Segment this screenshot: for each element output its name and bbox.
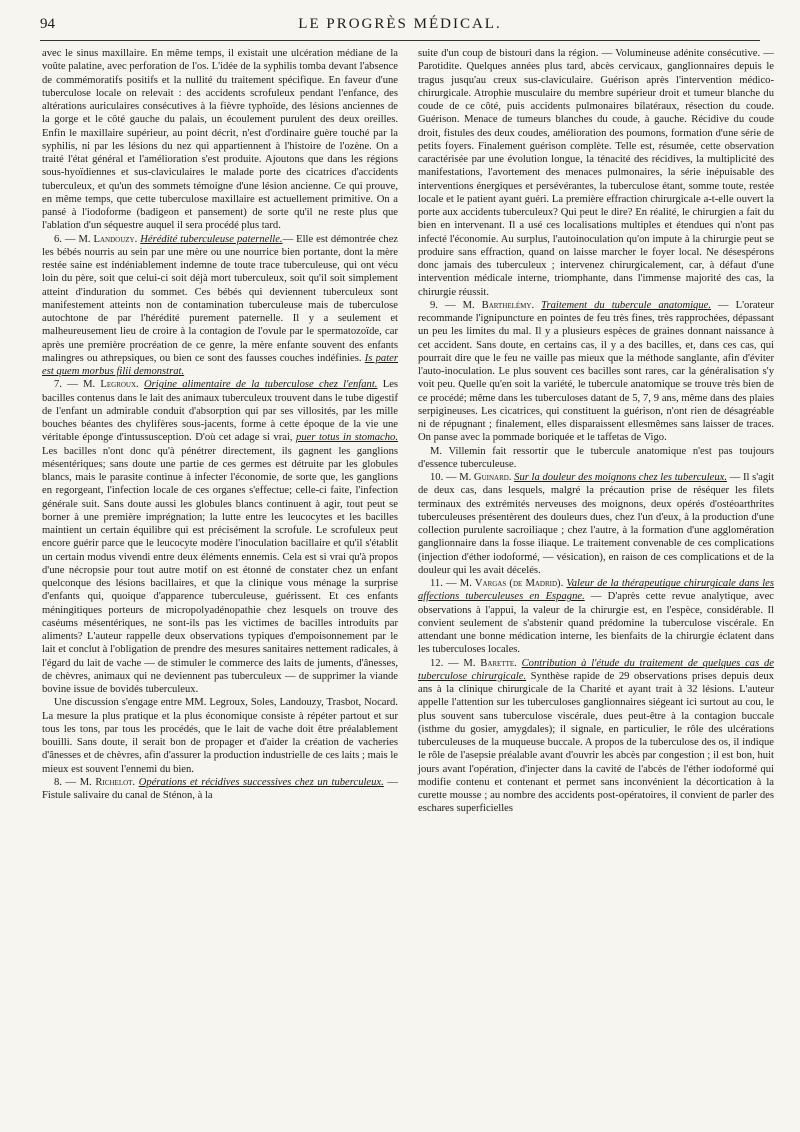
section-label: 8. — M. Richelot.: [54, 776, 136, 788]
paragraph: M. Villemin fait ressortir que le tubercule anatomique n'est pas toujours d'essence tuberculeuse.: [418, 445, 774, 470]
header-rule: [40, 40, 760, 41]
paragraph: suite d'un coup de bistouri dans la région. — Volumineuse adénite consécutive. — Parotidite. Quelques années plus tard, abcès cervicaux, ganglionnaires depuis le tragus jusqu'au creux sus-claviculaire. Guérison après l'intervention médico-chirurgicale. Atrophie musculaire du membre supérieur droit et tumeur blanche du coude de ce côté, puis accidents pulmonaires bilatéraux, résection du coude. Guérison. Menace de tumeurs blanches du coude, à gauche. Récidive du coude droit, fistules des deux coudes, amélioration des poumons, formation d'une série de petits foyers. Finalement guérison complète. Telle est, résumée, cette observation caractérisée par une évolution longue, la ténacité des récidives, la multiplicité des manifestations, l'avortement des menaces pulmonaires, la série inépuisable des interventions énergiques et persévérantes, la tuberculose étant, somme toute, restée locale et le patient ayant guéri. La première effraction chirurgicale a-t-elle ouvert la porte aux accidents tuberculeux? Qui peut le dire? En réalité, le chirurgien a fait du bien en intervenant. Il a usé ces localisations multiples et étendues qui n'ont pas infecté l'économie. Au surplus, l'autoinoculation qu'on impute à la chirurgie peut se produire sans effraction, quand on laisse marcher le foyer local. Ne désespérons donc jamais des tuberculeux ; intervenez chirurgicalement, car, à défaut d'une intervention médicale interne, triomphante, dans l'immense majorité des cas, la chirurgie réussit.: [418, 48, 774, 298]
section-label: 11. — M. Vargas (de Madrid).: [430, 578, 564, 589]
section-7: [42, 378, 398, 696]
section-text: — Elle est démontrée chez les bébés nourris au sein par une mère ou une nourrice bien portante, dont la mère restée saine est indéniablement indemne de toute trace tuberculeuse, qui ont vécu loin du père, soit que celui-ci soit déjà mort tuberculeux, soit qu'il soit simplement atteint d'induration du sommet. Ces bébés qui deviennent tuberculeux sont manifestement atteints non de contamination tuberculeuse mais de tuberculose autochtone de par l'hérédité purement paternelle. Il y a seulement et malheureusement lieu de croire à la contagion de l'ovule par le spermatozoïde, car après une première procréation de ce genre, la mère enfante souvent des enfants malingres ou athrepsiques, ou bien ce sont des fausses couches indéfinies.: [42, 233, 398, 364]
section-text: — L'orateur recommande l'ignipuncture en pointes de feu très fines, très rapprochées, dépassant un peu les limites du mal. Il y a plusieurs espèces de graines donnant naissance à cet accident. Sans doute, en certains cas, il y a des bacilles, et, dans ces cas, qui pourrait dire que le feu ne vaille pas mieux que la méthode sanglante, afin d'éviter l'auto-inoculation. Le plus souvent ces bacilles sont rares, car la généralisation s'y voit peu. Quelle qu'en soit la variété, le tubercule anatomique se trouve très bien de ce procédé; même dans les tuberculoses datant de 5, 7, 9 ans, même dans des plaies serpigineuses. Les cicatrices, qui constituent la guérison, n'ont rien de désagréable ni de répugnant ; finalement, elles disparaissent ellesmêmes sans laisser de traces. On panse avec la pommade boriquée et le taffetas de Vigo.: [418, 299, 775, 444]
paragraph: Une discussion s'engage entre MM. Legroux, Soles, Landouzy, Trasbot, Nocard. La mesure la plus pratique et la plus économique consiste à répéter partout et sur tous les tons, par tous les procédés, que le lait de vache doit être préalablement bouilli. Sans doute, il serait bon de propager et d'aider la création de vacheries d'ânesses et de chèvres, afin d'assurer la production industrielle de ces laits ; mais le mieux est souvent l'ennemi du bien.: [42, 697, 398, 775]
section-title: Traitement du tubercule anatomique.: [541, 299, 711, 311]
section-label: 9. — M. Barthelémy.: [430, 299, 535, 311]
section-title: Opérations et récidives successives chez un tuberculeux.: [138, 776, 384, 788]
running-head: [40, 14, 760, 38]
left-column: [42, 47, 398, 802]
section-6: [42, 233, 398, 379]
journal-title: LE PROGRÈS MÉDICAL.: [298, 16, 502, 32]
section-title: Sur la douleur des moignons chez les tuberculeux.: [514, 472, 727, 483]
section-label: 7. — M. Legroux.: [54, 379, 139, 391]
section-9: [418, 299, 774, 445]
page-number: 94: [40, 16, 55, 32]
section-title: Valeur de la thérapeutique chirurgicale dans les affections tuberculeuses en Espagne.: [418, 578, 775, 603]
section-11: [418, 577, 774, 657]
section-8: [42, 776, 398, 803]
section-text: Les bacilles contenus dans le lait des animaux tuberculeux trouvent dans le tube digestif de l'enfant un admirable conduit d'absorption qui par ses villosités, par les mille bouches béantes des chylifères sous-jacents, forme à cette époque de la vie une véritable éponge d'intussusception. D'où cet adage si vrai,: [42, 379, 399, 444]
section-label: 12. — M. Barette.: [430, 657, 517, 669]
section-title: Contribution à l'étude du traitement de quelques cas de tuberculose chirurgicale.: [418, 657, 774, 682]
section-label: 6. — M. Landouzy.: [54, 233, 138, 245]
section-text: Synthèse rapide de 29 observations prises depuis deux ans à la clinique chirurgicale de la Charité et ayant trait à 32 lésions. L'auteur appelle l'attention sur les tuberculoses ganglionnaires siégeant ici surtout au cou, le plus souvent sans tuberculose viscérale, dues peut-être à la contagion buccale (isthme du gosier, amygdales); il signale, en particulier, le rôle des ulcérations tuberculeuses de la muqueuse buccale. A propos de la tuberculose des os, il indique le rôle de l'asepsie préalable avant d'ouvrir les abcès par congestion ; il est bon, huit jours avant l'opération, d'injecter dans la cavité de l'abcès de l'éther iodoformé qui modifie contenu et contenant et permet sans inconvénient la décortication à la curette mousse ; au nombre des accidents post-opératoires, il convient de parler des eschares superficielles: [418, 670, 774, 815]
section-text: — Fistule salivaire du canal de Sténon, à la: [42, 776, 398, 801]
paragraph: avec le sinus maxillaire. En même temps, il existait une ulcération médiane de la voûte palatine, avec perforation de l'os. L'idée de la syphilis tomba devant l'absence de commémoratifs positifs et la nullité du traitement spécifique. En faveur d'une tuberculose locale on relevait : des accidents scrofuleux pendant l'enfance, des altérations auriculaires consécutives à la fièvre typhoïde, des lésions anciennes de la gorge et le côté gauche du palais, un écoulement purulent des deux oreilles. Enfin le maxillaire supérieur, au point décrit, n'est d'ordinaire guère touché par la syphilis, ni par les lésions du nez qui appartiennent à l'histoire de l'ozène. On a traité l'état général et l'amélioration s'est produite. Ajoutons que dans les régions sous-hyoïdiennes et sus-claviculaires le malade porte des cicatrices d'accidents tuberculeux, et qu'un des sommets témoigne d'une lésion ancienne. Ce qui prouve, en même temps, que cette tuberculose maxillaire est actuellement primitive. On a pansé à l'iodoforme (badigeon et pansement) de sorte qu'il ne reste plus que l'ablation d'un séquestre auquel il sera procédé plus tard.: [42, 48, 398, 232]
section-text: — D'après cette revue analytique, avec observations à l'appui, la valeur de la chirurgie est, en l'espèce, considérable. Il convient seulement de s'abstenir quand prédomine la tuberculose viscérale. En attendant une bonne médication interne, les bienfaits de la chirurgie éclatent dans les tuberculoses locales.: [418, 591, 774, 656]
section-10: [418, 471, 774, 577]
section-text: Les bacilles n'ont donc qu'à pénétrer directement, ils gagnent les ganglions mésentériques; sans doute une partie de ces germes est détruite par les globules blancs, mais le parasite continue à infecter l'économie, de sorte que, les ganglions en regorgeant, l'infection locale de ces organes s'effectue; celle-ci faite, l'infection générale suit. Sans doute aussi les globules blancs continuent à agir, tout peut se borner à une première imprégnation; la lutte entre les leucocytes et les bacilles maintient un certain équilibre qui est précisément la scrofule. Le scrofuleux peut encore guérir parce que le leucocyte modère l'inoculation bacillaire et qu'il s'établit un certain modus vivendi entre deux éléments ennemis. Cela est si vrai qu'à propos d'une nécropsie pour tout autre motif on est étonné de constater chez un enfant quelconque des lésions bacillaires, et que la clinique vous ménage la surprise d'enfants qui, quoique d'apparence tuberculeuse, guérissent. Et ces enfants méningitiques porteurs de micropolyadénopathie chez lesquels on trouve des caséums mésentériques, ne sont-ils pas les victimes de bacilles introduits par aliments? L'auteur rappelle deux observations typiques d'empoisonnement par le lait et conclut à l'obligation de prendre des mesures sanitaires nettement radicales, à l'égard du lait de vache — de stimuler le commerce des laits de juments, d'ânesses, de chèvres, animaux qui ne deviennent pas tuberculeux — de supprimer la viande bovine issue de bovidés tuberculeux.: [42, 445, 398, 695]
latin-quote: Is pater est quem morbus filii demonstrat.: [42, 352, 398, 377]
section-title: Origine alimentaire de la tuberculose chez l'enfant.: [143, 379, 378, 391]
section-text: — Il s'agit de deux cas, dans lesquels, malgré la précaution prise de réséquer les filets terminaux des extrémités nerveuses des moignons, deux opérés d'ostéoarthrites tuberculeuses présentèrent des douleurs dues, chez l'un d'eux, à la production d'une collection purulente sacroiliaque ; chez l'autre, à la formation d'une agglomération ganglionnaire dans la fosse iliaque. Le traitement convenable de ces complications (injection d'éther iodoformé, — vésication), en raison de ces complications et de la douleur qui les avait décelés.: [418, 472, 775, 576]
section-12: [418, 657, 774, 816]
section-label: 10. — M. Guinard.: [430, 472, 512, 483]
right-column: [418, 47, 774, 816]
latin-quote: puer totus in stomacho.: [296, 432, 398, 444]
section-title: Hérédité tuberculeuse paternelle.: [140, 233, 283, 245]
